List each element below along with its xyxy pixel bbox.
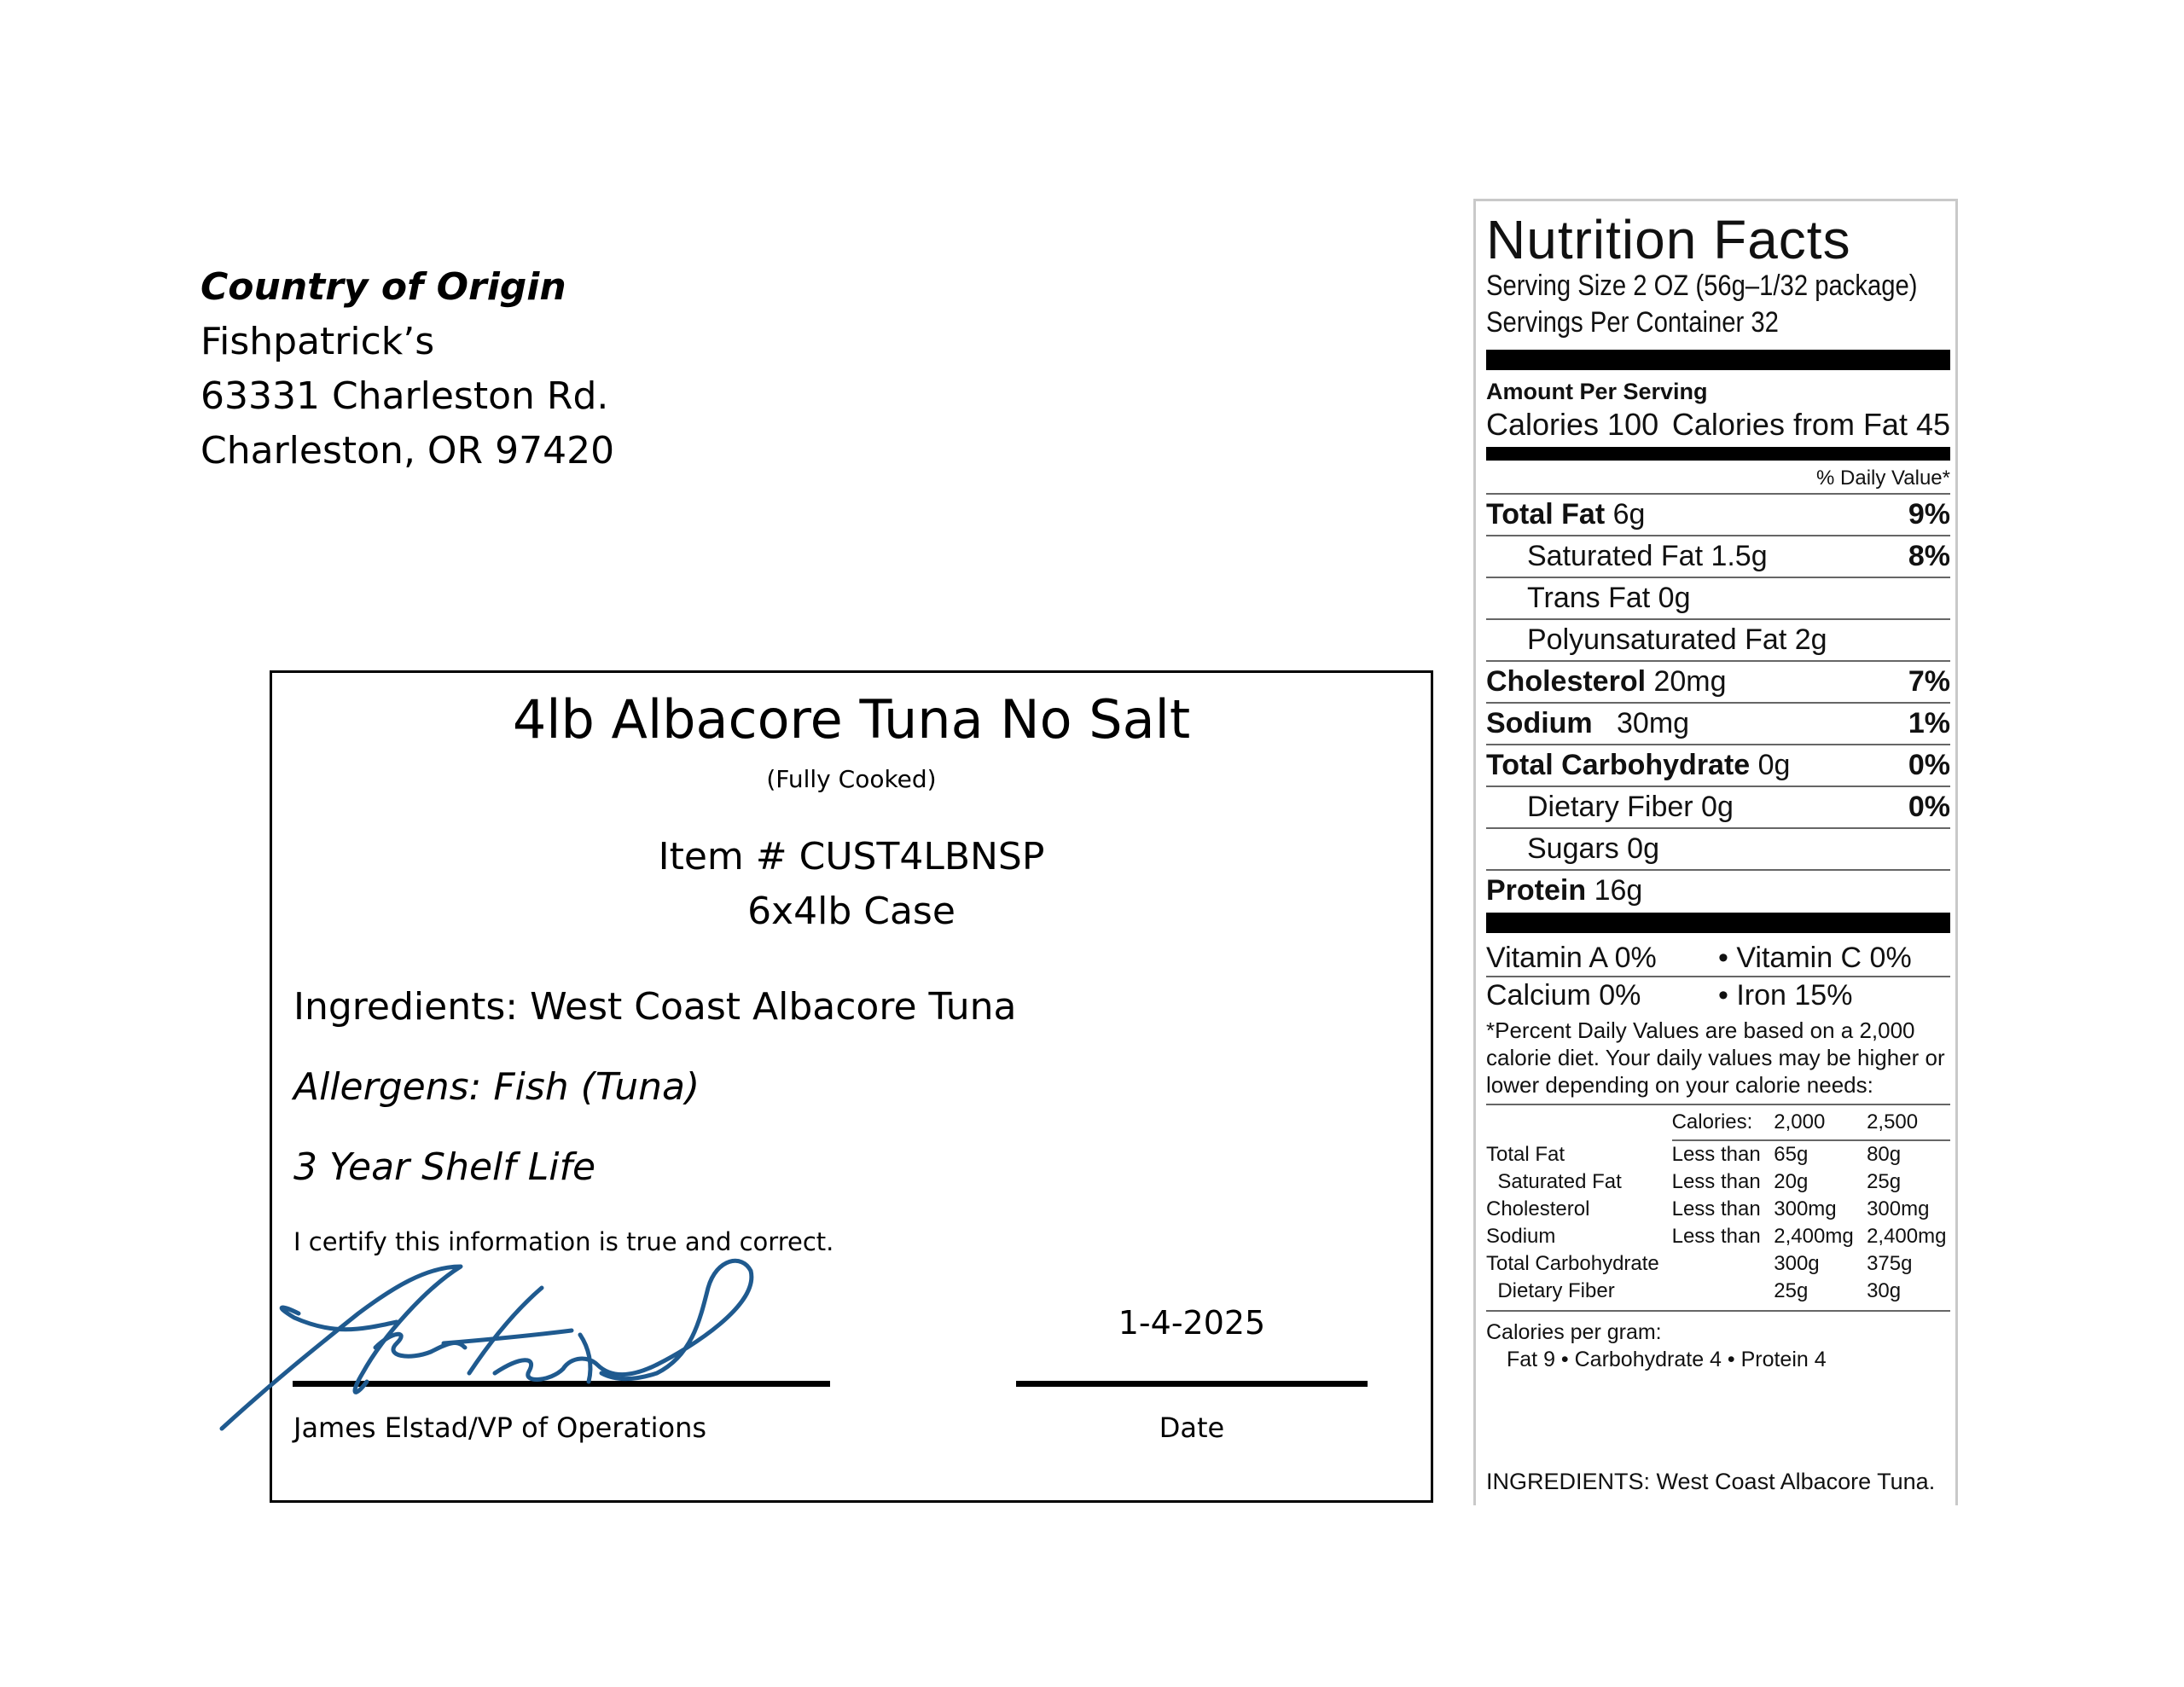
shelf-life-text: 3 Year Shelf Life xyxy=(293,1145,596,1189)
daily-value-footnote: *Percent Daily Values are based on a 2,000 calorie diet. Your daily values may be higher or lower depending on your calorie needs: xyxy=(1486,1013,1950,1105)
polyunsaturated-fat-row xyxy=(1486,620,1950,662)
calories-from-fat: Calories from Fat 45 xyxy=(1671,407,1950,442)
date-value: 1-4-2025 xyxy=(1118,1304,1266,1342)
nutrition-title: Nutrition Facts xyxy=(1486,209,1851,270)
dv-cell: Calories: xyxy=(1672,1105,1774,1140)
nutrient-name: Trans Fat 0g xyxy=(1527,582,1691,614)
daily-value-header: % Daily Value* xyxy=(1486,464,1950,495)
total-fat-row xyxy=(1486,495,1950,536)
certification-statement: I certify this information is true and correct. xyxy=(293,1227,834,1256)
date-line xyxy=(1016,1381,1368,1387)
dv-cell: 300mg xyxy=(1774,1197,1837,1220)
dv-cell: Total Carbohydrate xyxy=(1486,1252,1659,1275)
dv-cell: Total Fat xyxy=(1486,1142,1565,1166)
calcium: Calcium 0% xyxy=(1486,979,1641,1012)
nutrient-amount: 20mg xyxy=(1646,665,1727,698)
daily-value-table xyxy=(1486,1105,1950,1305)
nutrient-name: Total Fat xyxy=(1486,498,1606,530)
nutrient-name: Sodium xyxy=(1486,707,1593,739)
calories: Calories 100 xyxy=(1486,407,1659,442)
product-subtitle: (Fully Cooked) xyxy=(766,765,937,793)
nutrient-percent: 0% xyxy=(1908,749,1950,781)
protein-row xyxy=(1486,871,1950,911)
dv-cell: 2,000 xyxy=(1774,1105,1867,1140)
city-state-zip: Charleston, OR 97420 xyxy=(200,429,615,472)
calories-per-gram-values: Fat 9 • Carbohydrate 4 • Protein 4 xyxy=(1507,1348,1827,1371)
dv-cell: 20g xyxy=(1774,1170,1809,1193)
vitamin-row-1 xyxy=(1486,940,1950,977)
nutrition-facts-panel xyxy=(1473,199,1958,1505)
servings-per-container: Servings Per Container 32 xyxy=(1486,306,1779,339)
item-number: Item # CUST4LBNSP xyxy=(658,835,1045,878)
nutrient-percent: 1% xyxy=(1908,707,1950,739)
dv-cell: 30g xyxy=(1867,1279,1902,1302)
dv-header-row xyxy=(1486,1105,1950,1140)
vitamin-a: Vitamin A 0% xyxy=(1486,942,1657,974)
nutrient-name: Cholesterol xyxy=(1486,665,1647,698)
sodium-row xyxy=(1486,704,1950,745)
handwritten-signature xyxy=(213,1254,768,1441)
dv-cell xyxy=(1672,1250,1774,1278)
product-title: 4lb Albacore Tuna No Salt xyxy=(512,688,1191,751)
nutrient-amount: 30mg xyxy=(1592,707,1690,739)
dv-cell xyxy=(1486,1105,1672,1140)
nutrition-ingredients: INGREDIENTS: West Coast Albacore Tuna. xyxy=(1486,1469,1936,1494)
daily-value-table-wrap xyxy=(1486,1105,1950,1312)
nutrient-name: Total Carbohydrate xyxy=(1486,749,1751,781)
date-label: Date xyxy=(1159,1412,1225,1444)
nutrient-percent: 9% xyxy=(1908,498,1950,530)
cholesterol-row xyxy=(1486,662,1950,704)
dv-cell: Less than xyxy=(1671,1197,1761,1220)
ingredients-text: Ingredients: West Coast Albacore Tuna xyxy=(293,985,1017,1029)
nutrient-amount: 0g xyxy=(1750,749,1791,781)
dv-cell: 2,400mg xyxy=(1867,1225,1947,1248)
serving-size: Serving Size 2 OZ (56g–1/32 package) xyxy=(1486,270,1918,302)
vitamin-row-2 xyxy=(1486,977,1950,1013)
thick-divider xyxy=(1486,350,1950,370)
dv-cell: Less than xyxy=(1671,1225,1761,1248)
nutrient-name: Sugars 0g xyxy=(1527,832,1659,865)
total-carbohydrate-row xyxy=(1486,745,1950,787)
dv-cell: Less than xyxy=(1671,1170,1761,1193)
dv-cell: 65g xyxy=(1774,1143,1809,1166)
signer-name: James Elstad/VP of Operations xyxy=(293,1412,707,1444)
dv-cell: 80g xyxy=(1867,1143,1902,1166)
dv-cell: 375g xyxy=(1867,1252,1913,1275)
medium-divider xyxy=(1486,447,1950,461)
vitamin-c: • Vitamin C 0% xyxy=(1718,942,1912,974)
nutrient-amount: 16g xyxy=(1586,874,1643,907)
dv-cell: 2,500 xyxy=(1867,1105,1950,1140)
dv-cell: Sodium xyxy=(1486,1225,1556,1248)
dv-cell: 300mg xyxy=(1867,1197,1930,1220)
origin-block xyxy=(200,260,614,478)
origin-heading: Country of Origin xyxy=(200,265,566,309)
thick-divider xyxy=(1486,913,1950,933)
company-name: Fishpatrick’s xyxy=(200,320,435,363)
calories-row xyxy=(1486,406,1950,443)
dv-cell: Less than xyxy=(1671,1143,1761,1166)
nutrient-amount: 6g xyxy=(1605,498,1646,530)
trans-fat-row xyxy=(1486,578,1950,620)
amount-per-serving: Amount Per Serving xyxy=(1486,379,1708,404)
dv-cell: 2,400mg xyxy=(1774,1225,1854,1248)
dv-cell: 300g xyxy=(1774,1252,1820,1275)
dv-row xyxy=(1486,1223,1950,1250)
dv-row xyxy=(1486,1250,1950,1278)
dv-row xyxy=(1486,1140,1950,1168)
nutrient-name: Saturated Fat 1.5g xyxy=(1527,540,1768,572)
dv-cell: Saturated Fat xyxy=(1486,1170,1622,1193)
dv-row xyxy=(1486,1196,1950,1223)
nutrient-percent: 0% xyxy=(1908,791,1950,823)
nutrient-name: Polyunsaturated Fat 2g xyxy=(1527,623,1827,656)
dietary-fiber-row xyxy=(1486,787,1950,829)
dv-row xyxy=(1486,1168,1950,1196)
dv-cell: Dietary Fiber xyxy=(1486,1279,1615,1302)
dv-row xyxy=(1486,1278,1950,1305)
nutrient-name: Dietary Fiber 0g xyxy=(1527,791,1734,823)
dv-cell: 25g xyxy=(1867,1170,1902,1193)
saturated-fat-row xyxy=(1486,536,1950,578)
street-address: 63331 Charleston Rd. xyxy=(200,374,609,418)
case-size: 6x4lb Case xyxy=(747,890,956,933)
dv-cell xyxy=(1672,1278,1774,1305)
signature-strokes xyxy=(222,1261,752,1429)
nutrient-name: Protein xyxy=(1486,874,1587,907)
nutrient-percent: 8% xyxy=(1908,540,1950,572)
iron: • Iron 15% xyxy=(1718,979,1853,1012)
dv-cell: Cholesterol xyxy=(1486,1197,1590,1220)
sugars-row xyxy=(1486,829,1950,871)
nutrient-percent: 7% xyxy=(1908,665,1950,698)
calories-per-gram-label: Calories per gram: xyxy=(1486,1320,1662,1344)
allergens-text: Allergens: Fish (Tuna) xyxy=(293,1065,700,1109)
dv-cell: 25g xyxy=(1774,1279,1809,1302)
